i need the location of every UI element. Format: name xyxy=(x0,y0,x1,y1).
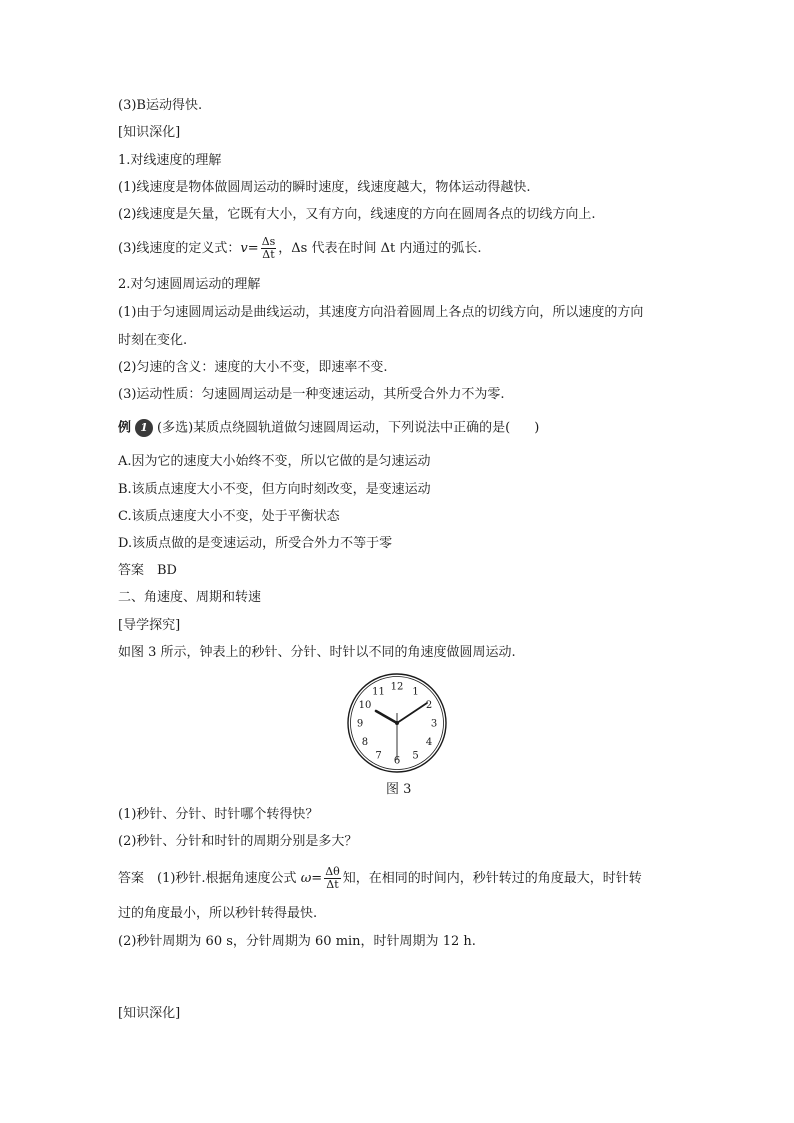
answer-line: (2)秒针周期为 60 s，分针周期为 60 min，时针周期为 12 h. xyxy=(118,934,476,949)
example-question xyxy=(118,419,539,438)
symbol-v: v xyxy=(240,241,248,256)
formula-line xyxy=(118,236,481,261)
subheading: 2.对匀速圆周运动的理解 xyxy=(118,277,261,292)
close-paren: ) xyxy=(534,420,540,436)
answer-line: 答案 BD xyxy=(118,563,177,578)
text-line: (2)线速度是矢量，它既有大小，又有方向，线速度的方向在圆周各点的切线方向上. xyxy=(118,207,596,222)
clock-number: 1 xyxy=(412,686,419,698)
section-tag: [导学探究] xyxy=(118,618,181,633)
clock-number: 12 xyxy=(390,681,404,693)
option-c: C.该质点速度大小不变，处于平衡状态 xyxy=(118,509,340,524)
clock-number: 2 xyxy=(425,700,433,711)
clock-number: 9 xyxy=(356,718,364,730)
fraction xyxy=(261,236,277,261)
denominator: Δt xyxy=(326,878,339,891)
example-label: 例 xyxy=(118,420,132,436)
example-number-badge: 1 xyxy=(135,419,153,437)
numerator: Δs xyxy=(261,235,276,248)
text-segment: 知，在相同的时间内，秒针转过的角度最大，时针转 xyxy=(342,871,642,886)
section-tag: [知识深化] xyxy=(118,125,181,140)
subheading: 1.对线速度的理解 xyxy=(118,153,222,168)
clock-figure xyxy=(346,672,448,774)
question-text: (多选)某质点绕圆轨道做匀速圆周运动，下列说法中正确的是( xyxy=(157,420,511,436)
clock-number: 11 xyxy=(372,686,385,698)
text-line: (2)匀速的含义：速度的大小不变，即速率不变. xyxy=(118,360,388,375)
option-b: B.该质点速度大小不变，但方向时刻改变，是变速运动 xyxy=(118,482,431,497)
option-a: A.因为它的速度大小始终不变，所以它做的是匀速运动 xyxy=(118,454,431,469)
numerator: Δθ xyxy=(325,865,340,878)
section-heading: 二、角速度、周期和转速 xyxy=(118,590,262,605)
text-line: (3)B运动得快. xyxy=(118,98,203,113)
answer-formula-line xyxy=(118,866,642,891)
symbol-omega: ω xyxy=(300,871,312,886)
clock-number: 10 xyxy=(358,700,372,711)
text-line: (1)线速度是物体做圆周运动的瞬时速度，线速度越大，物体运动得越快. xyxy=(118,180,531,195)
text-line: 时刻在变化. xyxy=(118,333,188,348)
text-segment: 答案 (1)秒针.根据角速度公式 xyxy=(118,871,301,886)
text-line: (1)由于匀速圆周运动是曲线运动，其速度方向沿着圆周上各点的切线方向，所以速度的方向 xyxy=(118,305,644,320)
text-line: 如图 3 所示，钟表上的秒针、分针、时针以不同的角速度做圆周运动. xyxy=(118,645,516,660)
hour-hand xyxy=(376,711,397,723)
section-tag: [知识深化] xyxy=(118,1006,181,1021)
option-d: D.该质点做的是变速运动，所受合外力不等于零 xyxy=(118,536,393,551)
equals-sign: = xyxy=(247,241,259,256)
clock-number: 6 xyxy=(393,755,401,767)
equals-sign: = xyxy=(311,871,323,886)
clock-number: 4 xyxy=(425,737,433,748)
clock-number: 7 xyxy=(375,750,382,762)
text-line: 过的角度最小，所以秒针转得最快. xyxy=(118,906,318,921)
minute-hand xyxy=(397,703,427,723)
denominator: Δt xyxy=(262,248,275,261)
question-2: (2)秒针、分针和时针的周期分别是多大？ xyxy=(118,834,358,849)
text-line: (3)运动性质：匀速圆周运动是一种变速运动，其所受合外力不为零. xyxy=(118,387,505,402)
question-1: (1)秒针、分针、时针哪个转得快？ xyxy=(118,807,319,822)
clock-center-pin xyxy=(395,721,399,725)
clock-number: 3 xyxy=(430,718,438,730)
text-segment: (3)线速度的定义式： xyxy=(118,241,241,256)
text-segment: ，Δs 代表在时间 Δt 内通过的弧长. xyxy=(278,241,482,256)
clock-number: 8 xyxy=(361,737,369,748)
fraction xyxy=(324,866,341,891)
clock-number: 5 xyxy=(412,750,419,762)
figure-caption: 图 3 xyxy=(386,782,412,797)
